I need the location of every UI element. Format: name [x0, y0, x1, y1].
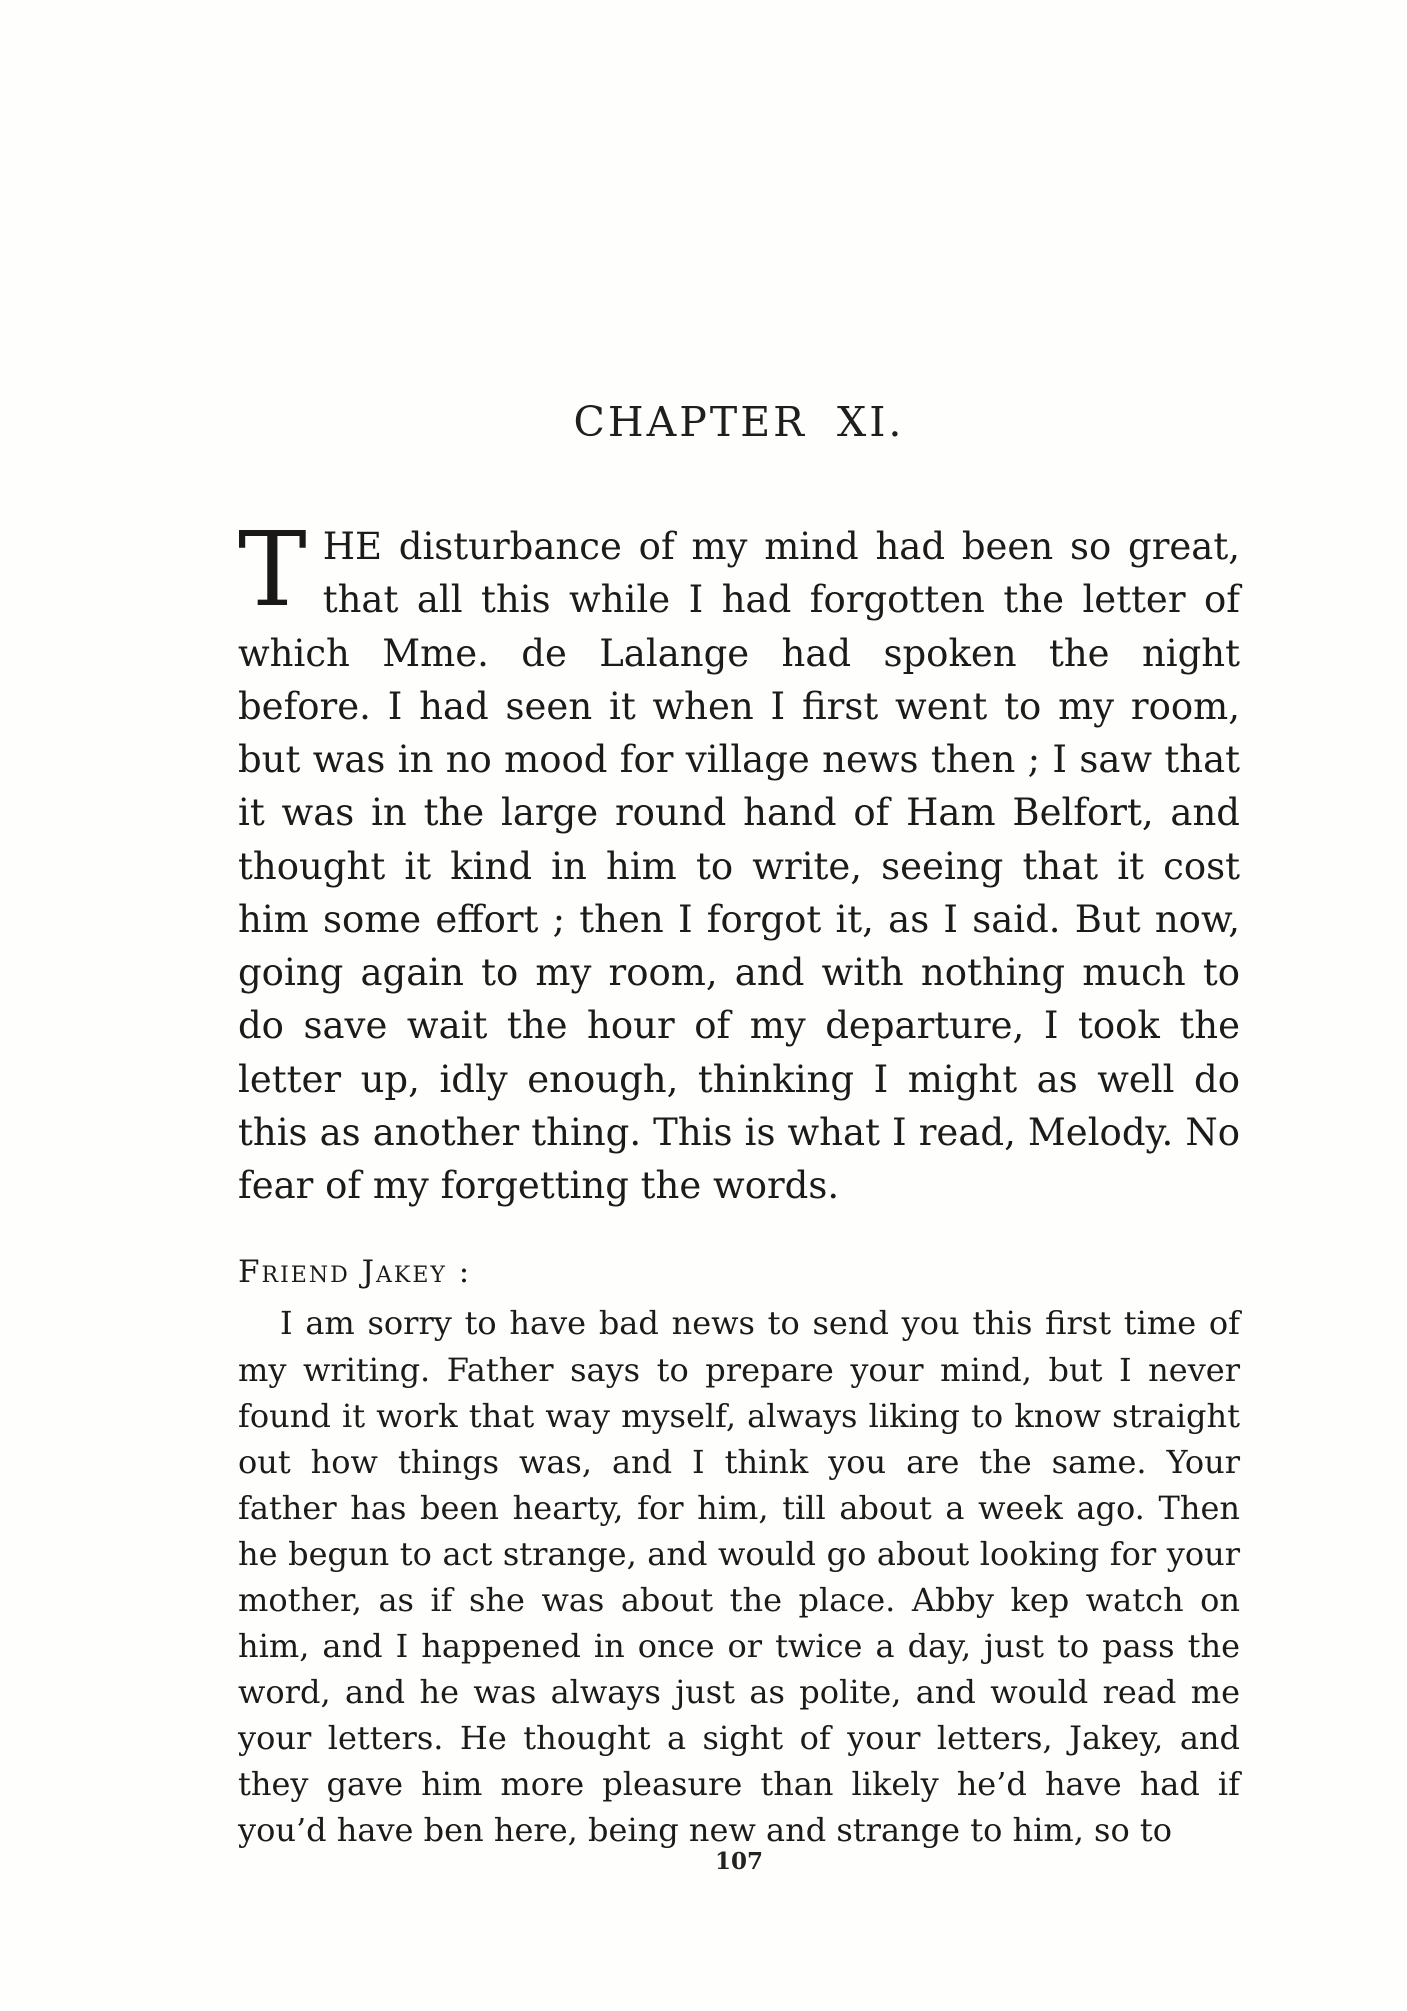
text-column	[238, 398, 1240, 1885]
letter-salutation: Friend Jakey :	[238, 1254, 472, 1291]
dropcap-letter: T	[238, 510, 307, 630]
opening-paragraph	[238, 510, 1240, 1212]
chapter-title: CHAPTER XI.	[573, 398, 905, 446]
page-number: 107	[714, 1848, 763, 1875]
opening-paragraph-text: HE disturbance of my mind had been so great, that all this while I had forgotten the letter of which Mme. de Lalange had spoken the night before. I had seen it when I first went to my room, but was in no mood for village news then ; I saw that it was in the large round hand of Ham Belfort, and thought it kind in him to write, seeing that it cost him some effort ; then I forgot it, as I said. But now, going again to my room, and with nothing much to do save wait the hour of my departure, I took the letter up, idly enough, thinking I might as well do this as another thing. This is what I read, Melody. No fear of my forgetting the words.	[238, 525, 1240, 1208]
letter-body: I am sorry to have bad news to send you this first time of my writing. Father says to prepare your mind, but I never found it work that way myself, always liking to know straight out how things was, and I think you are the same. Your father has been hearty, for him, till about a week ago. Then he begun to act strange, and would go about looking for your mother, as if she was about the place. Abby kep watch on him, and I happened in once or twice a day, just to pass the word, and he was always just as polite, and would read me your letters. He thought a sight of your letters, Jakey, and they gave him more pleasure than likely he’d have had if you’d have ben here, being new and strange to him, so to	[238, 1304, 1240, 1850]
